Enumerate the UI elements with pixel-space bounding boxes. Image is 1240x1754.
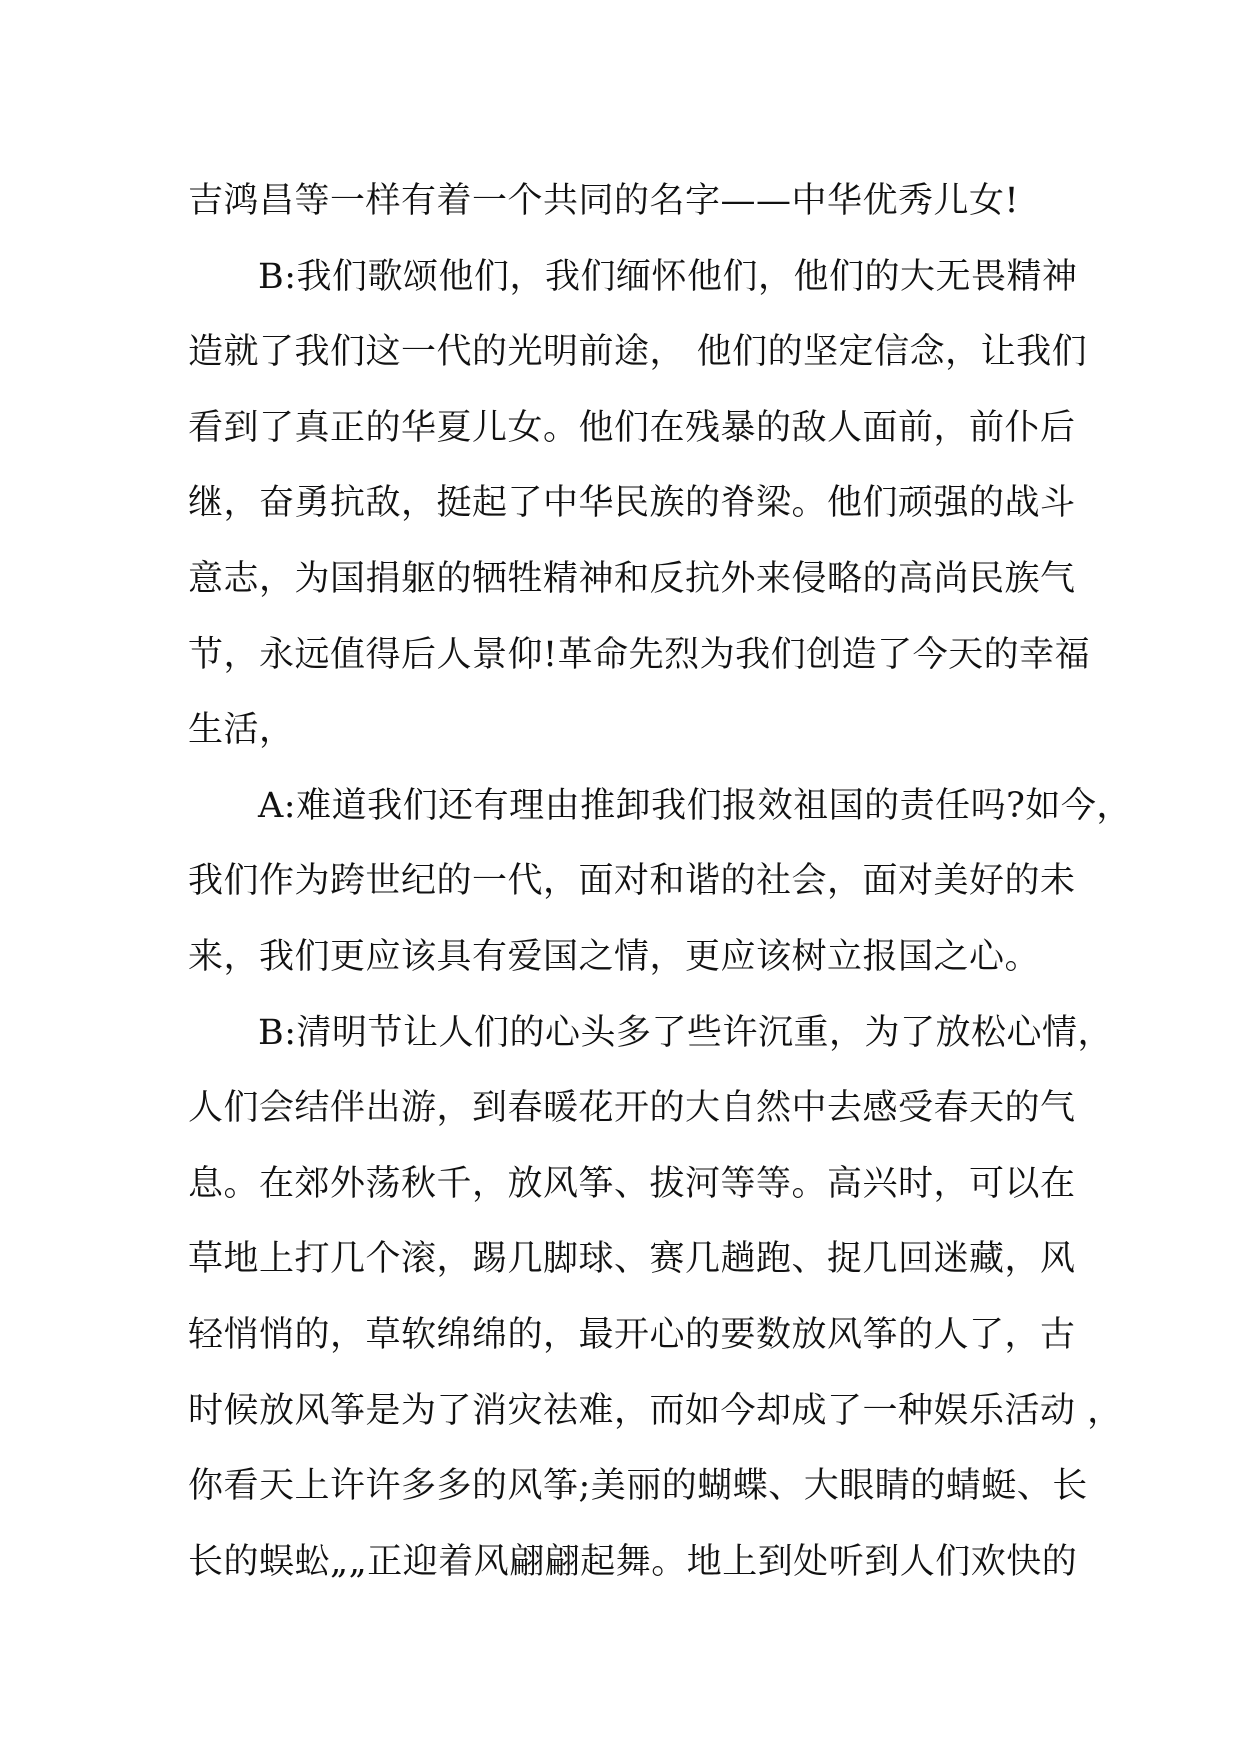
text-line: 来，我们更应该具有爱国之情，更应该树立报国之心。	[188, 936, 1041, 977]
text-line: 节，永远值得后人景仰!革命先烈为我们创造了今天的幸福	[188, 634, 1091, 675]
text-line: 长的蜈蚣„„正迎着风翩翩起舞。地上到处听到人们欢快的	[188, 1541, 1078, 1582]
text-line: 继，奋勇抗敌，挺起了中华民族的脊梁。他们顽强的战斗	[188, 483, 1076, 524]
text-line: 生活，	[188, 710, 295, 751]
text-line: 草地上打几个滚，踢几脚球、赛几趟跑、捉几回迷藏，风	[188, 1239, 1076, 1280]
text-line: 看到了真正的华夏儿女。他们在残暴的敌人面前，前仆后	[188, 407, 1076, 448]
text-line: 轻悄悄的，草软绵绵的，最开心的要数放风筝的人了，古	[188, 1314, 1076, 1355]
text-line: B:我们歌颂他们，我们缅怀他们，他们的大无畏精神	[258, 256, 1078, 297]
text-line: 人们会结伴出游，到春暖花开的大自然中去感受春天的气	[188, 1088, 1076, 1129]
text-line: 意志，为国捐躯的牺牲精神和反抗外来侵略的高尚民族气	[188, 558, 1076, 599]
text-line: 吉鸿昌等一样有着一个共同的名字——中华优秀儿女!	[188, 181, 1020, 221]
text-line: 息。在郊外荡秋千，放风筝、拔河等等。高兴时，可以在	[188, 1163, 1076, 1204]
body-text	[188, 164, 1132, 1600]
text-line: 时候放风筝是为了消灾祛难，而如今却成了一种娱乐活动 ，	[188, 1390, 1123, 1431]
text-line: 我们作为跨世纪的一代，面对和谐的社会，面对美好的未	[188, 861, 1076, 902]
text-line: B:清明节让人们的心头多了些许沉重，为了放松心情，	[258, 1012, 1114, 1053]
text-line: 造就了我们这一代的光明前途， 他们的坚定信念，让我们	[188, 332, 1088, 373]
text-line: A:难道我们还有理由推卸我们报效祖国的责任吗?如今，	[258, 785, 1132, 826]
text-line: 你看天上许许多多的风筝;美丽的蝴蝶、大眼睛的蜻蜓、长	[188, 1466, 1088, 1507]
